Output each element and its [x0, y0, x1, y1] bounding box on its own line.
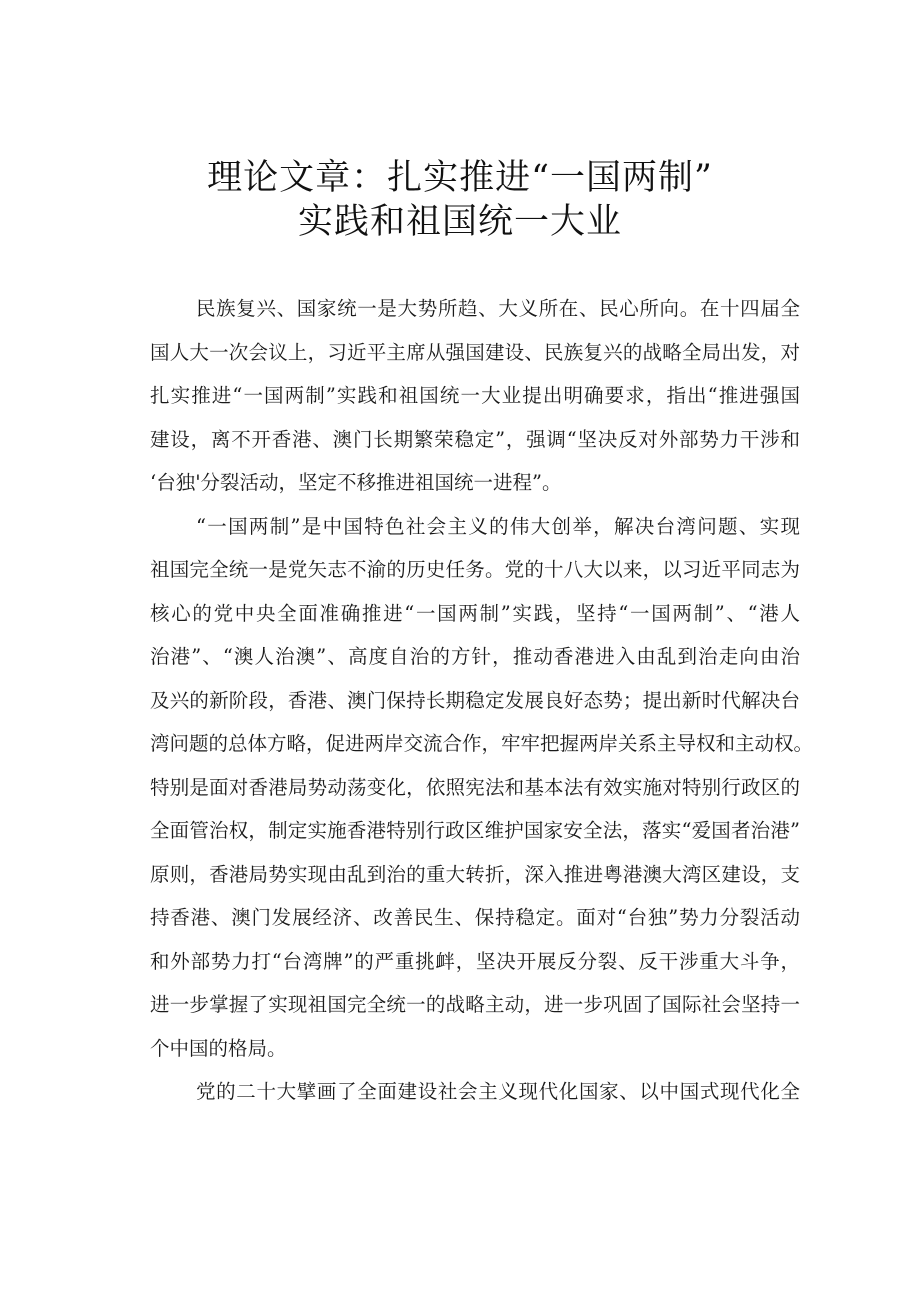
text-line: 全面管治权，制定实施香港特别行政区维护国家安全法，落实“爱国者治港”	[150, 819, 800, 842]
text-line: 治港”、“澳人治澳”、高度自治的方针，推动香港进入由乱到治走向由治	[150, 645, 800, 668]
text-line: 持香港、澳门发展经济、改善民生、保持稳定。面对“台独”势力分裂活动	[150, 906, 800, 929]
text-line: 扎实推进“一国两制”实践和祖国统一大业提出明确要求，指出“推进强国	[150, 384, 800, 407]
text-line: ‘台独'分裂活动，坚定不移推进祖国统一进程”。	[150, 471, 562, 494]
text-line: 祖国完全统一是党矢志不渝的历史任务。党的十八大以来，以习近平同志为	[150, 558, 800, 581]
text-line: 国人大一次会议上，习近平主席从强国建设、民族复兴的战略全局出发，对	[150, 340, 800, 364]
text-line: 特别是面对香港局势动荡变化，依照宪法和基本法有效实施对特别行政区的	[150, 775, 800, 799]
text-line: 及兴的新阶段，香港、澳门保持长期稳定发展良好态势；提出新时代解决台	[150, 688, 800, 712]
text-line: 个中国的格局。	[150, 1036, 287, 1060]
text-line: 进一步掌握了实现祖国完全统一的战略主动，进一步巩固了国际社会坚持一	[150, 993, 800, 1016]
text-line: 核心的党中央全面准确推进“一国两制”实践，坚持“一国两制”、“港人	[150, 601, 800, 625]
article-title-line-1: 理论文章：扎实推进“一国两制”	[207, 158, 713, 198]
text-line: 建设，离不开香港、澳门长期繁荣稳定”，强调“坚决反对外部势力干涉和	[150, 427, 800, 451]
text-line: 湾问题的总体方略，促进两岸交流合作，牢牢把握两岸关系主导权和主动权。	[150, 732, 814, 755]
text-line: 原则，香港局势实现由乱到治的重大转折，深入推进粤港澳大湾区建设，支	[150, 862, 800, 886]
text-line: “一国两制”是中国特色社会主义的伟大创举，解决台湾问题、实现	[196, 514, 800, 538]
article-body	[150, 287, 814, 1114]
text-line: 党的二十大擘画了全面建设社会主义现代化国家、以中国式现代化全	[196, 1080, 800, 1103]
text-line: 和外部势力打“台湾牌”的严重挑衅，坚决开展反分裂、反干涉重大斗争，	[150, 949, 800, 973]
article-title-line-2: 实践和祖国统一大业	[297, 202, 622, 242]
text-line: 民族复兴、国家统一是大势所趋、大义所在、民心所向。在十四届全	[196, 297, 800, 320]
